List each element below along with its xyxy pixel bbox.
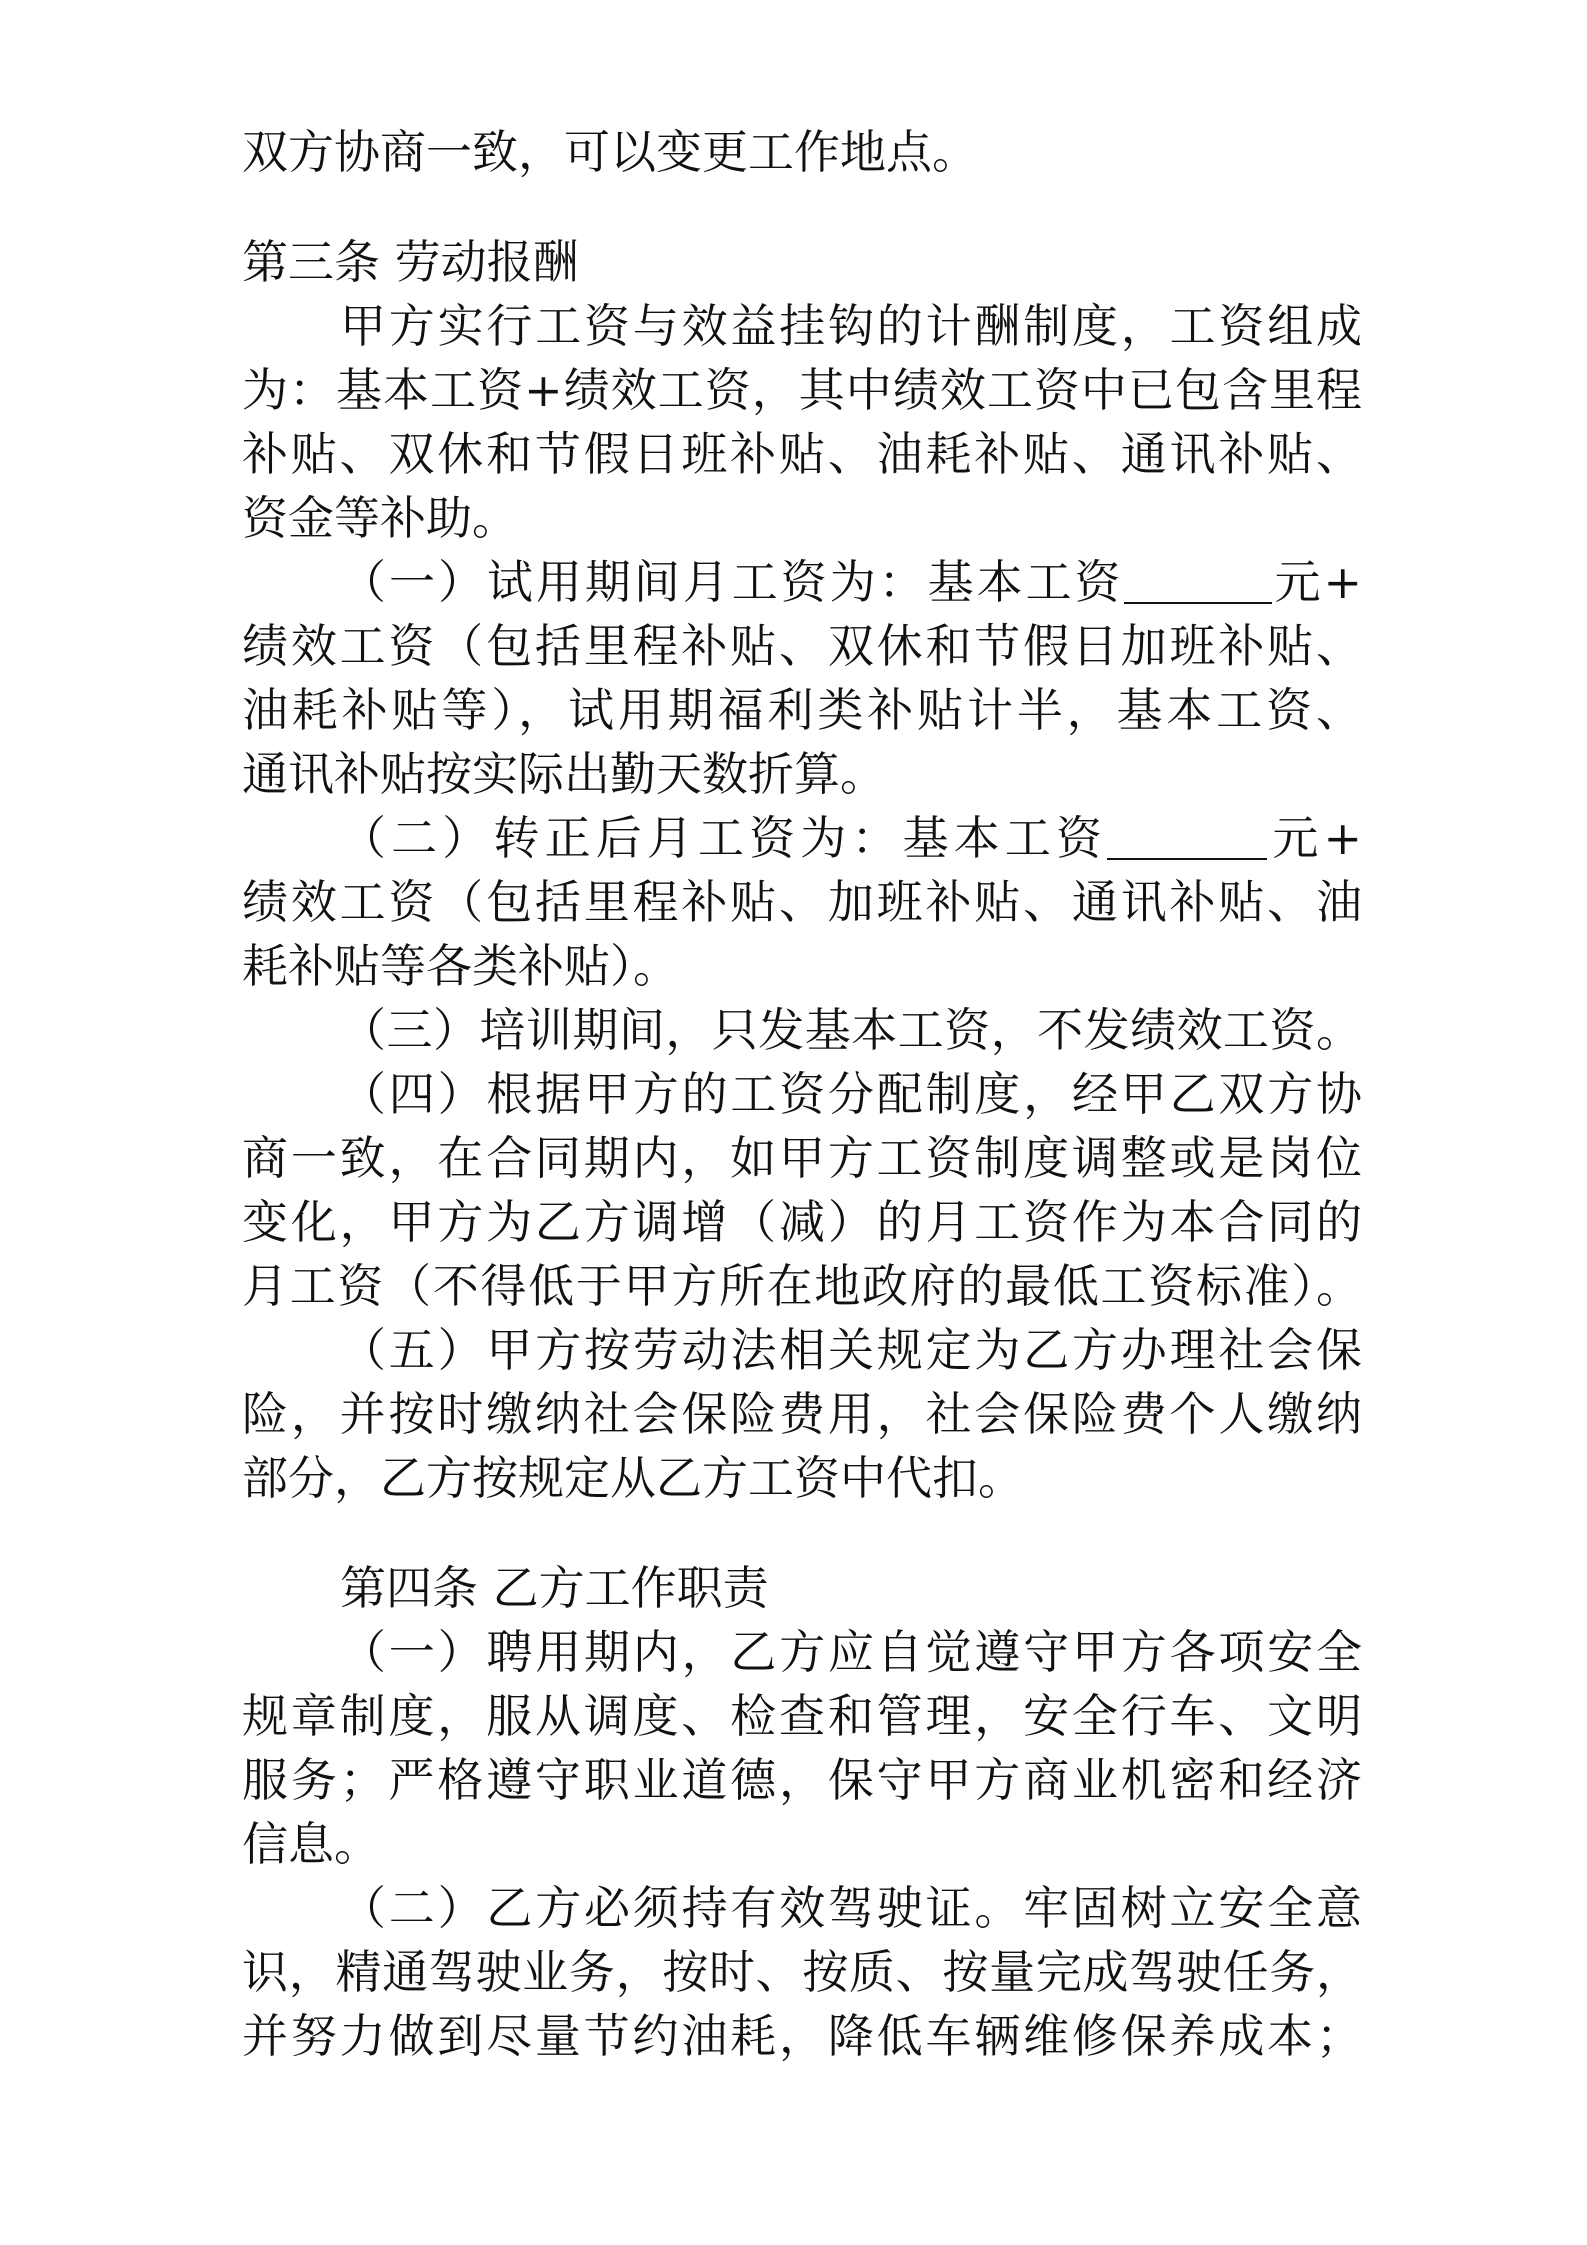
text-line: 甲方实行工资与效益挂钩的计酬制度，工资组成 (340, 299, 1362, 353)
intro-line: 双方协商一致，可以变更工作地点。 (242, 125, 978, 179)
text-line: 并努力做到尽量节约油耗，降低车辆维修保养成本； (242, 2009, 1362, 2063)
text-line: 部分，乙方按规定从乙方工资中代扣。 (242, 1451, 1024, 1505)
text-line: 耗补贴等各类补贴）。 (242, 939, 679, 993)
text-line: 绩效工资（包括里程补贴、双休和节假日加班补贴、 (242, 619, 1362, 673)
text-line: 资金等补助。 (242, 491, 518, 545)
text-line: 油耗补贴等），试用期福利类补贴计半，基本工资、 (242, 683, 1362, 737)
article3-item4 (242, 1062, 1362, 1318)
article3-main-paragraph (242, 294, 1362, 550)
article3-item5 (242, 1318, 1362, 1510)
salary-blank-probation[interactable] (1124, 556, 1272, 604)
text-line: （四）根据甲方的工资分配制度，经甲乙双方协 (340, 1067, 1362, 1121)
article3-item1 (242, 550, 1362, 806)
text-line: （三）培训期间，只发基本工资，不发绩效工资。 (340, 1003, 1362, 1057)
text-line: 险，并按时缴纳社会保险费用，社会保险费个人缴纳 (242, 1387, 1362, 1441)
item2-prefix: （二）转正后月工资为：基本工资 (340, 811, 1108, 865)
text-line: 绩效工资（包括里程补贴、加班补贴、通讯补贴、油 (242, 875, 1362, 929)
item1-suffix: 元+ (1271, 555, 1362, 609)
article3-item2 (242, 806, 1362, 998)
item2-first-line (242, 806, 1362, 870)
salary-blank-regular[interactable] (1107, 812, 1267, 860)
text-line: 补贴、双休和节假日班补贴、油耗补贴、通讯补贴、 (242, 427, 1362, 481)
article4-item2 (242, 1876, 1362, 2068)
text-line: 通讯补贴按实际出勤天数折算。 (242, 747, 886, 801)
text-line: 商一致，在合同期内，如甲方工资制度调整或是岗位 (242, 1131, 1362, 1185)
article4-item1 (242, 1620, 1362, 1876)
article3-heading: 第三条 劳动报酬 (242, 235, 579, 289)
text-line: 规章制度，服从调度、检查和管理，安全行车、文明 (242, 1689, 1362, 1743)
item1-first-line (242, 550, 1362, 614)
text-line: 服务；严格遵守职业道德，保守甲方商业机密和经济 (242, 1753, 1362, 1807)
text-line: 为：基本工资+绩效工资，其中绩效工资中已包含里程 (242, 363, 1362, 417)
article3-item3 (242, 998, 1362, 1062)
text-line: （二）乙方必须持有效驾驶证。牢固树立安全意 (340, 1881, 1362, 1935)
text-line: （一）聘用期内，乙方应自觉遵守甲方各项安全 (340, 1625, 1362, 1679)
text-line: 信息。 (242, 1817, 380, 1871)
item1-prefix: （一）试用期间月工资为：基本工资 (340, 555, 1124, 609)
text-line: 识，精通驾驶业务，按时、按质、按量完成驾驶任务， (242, 1945, 1362, 1999)
item2-suffix: 元+ (1267, 811, 1363, 865)
text-line: 变化，甲方为乙方调增（减）的月工资作为本合同的 (242, 1195, 1362, 1249)
text-line: （五）甲方按劳动法相关规定为乙方办理社会保 (340, 1323, 1362, 1377)
document-page (242, 120, 1362, 2068)
text-line: 月工资（不得低于甲方所在地政府的最低工资标准）。 (242, 1259, 1362, 1313)
article4-heading: 第四条 乙方工作职责 (340, 1561, 769, 1615)
